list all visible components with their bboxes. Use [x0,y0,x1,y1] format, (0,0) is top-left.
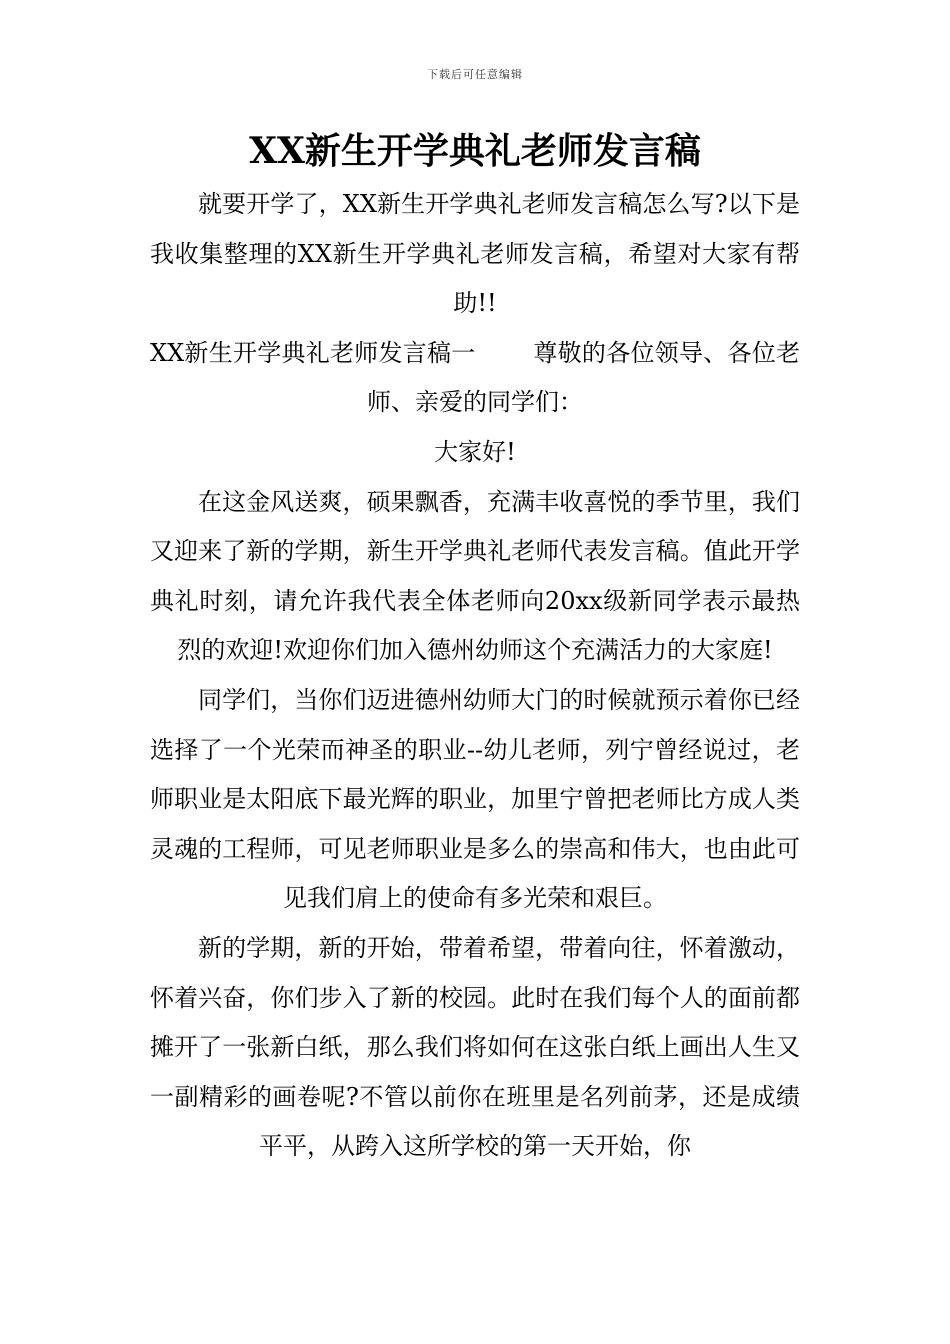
document-body [150,180,800,1172]
paragraph-3: 新的学期，新的开始，带着希望，带着向往，怀着激动，怀着兴奋，你们步入了新的校园。此时在我们每个人的面前都摊开了一张新白纸，那么我们将如何在这张白纸上画出人生又一副精彩的画卷呢?不管以前你在班里是名列前茅，还是成绩平平，从跨入这所学校的第一天开始，你 [150,933,800,1161]
paragraph-2: 同学们，当你们迈进德州幼师大门的时候就预示着你已经选择了一个光荣而神圣的职业--幼儿老师，列宁曾经说过，老师职业是太阳底下最光辉的职业，加里宁曾把老师比方成人类灵魂的工程师，可见老师职业是多么的崇高和伟大，也由此可见我们肩上的使命有多光荣和艰巨。 [150,685,800,913]
section-heading-line [150,329,800,428]
intro-paragraph: 就要开学了，XX新生开学典礼老师发言稿怎么写?以下是我收集整理的XX新生开学典礼老师发言稿，希望对大家有帮助!! [150,190,800,318]
header-note: 下载后可任意编辑 [427,68,523,81]
greeting: 大家好! [434,437,516,466]
paragraph-1: 在这金风送爽，硕果飘香，充满丰收喜悦的季节里，我们又迎来了新的学期，新生开学典礼老师代表发言稿。值此开学典礼时刻，请允许我代表全体老师向20xx级新同学表示最热烈的欢迎!欢迎你们加入德州幼师这个充满活力的大家庭! [150,487,800,665]
salutation: 尊敬的各位领导、各位老师、亲爱的同学们： [367,338,801,417]
section-heading: XX新生开学典礼老师发言稿一 [150,338,476,367]
document-title: XX新生开学典礼老师发言稿 [249,130,701,172]
